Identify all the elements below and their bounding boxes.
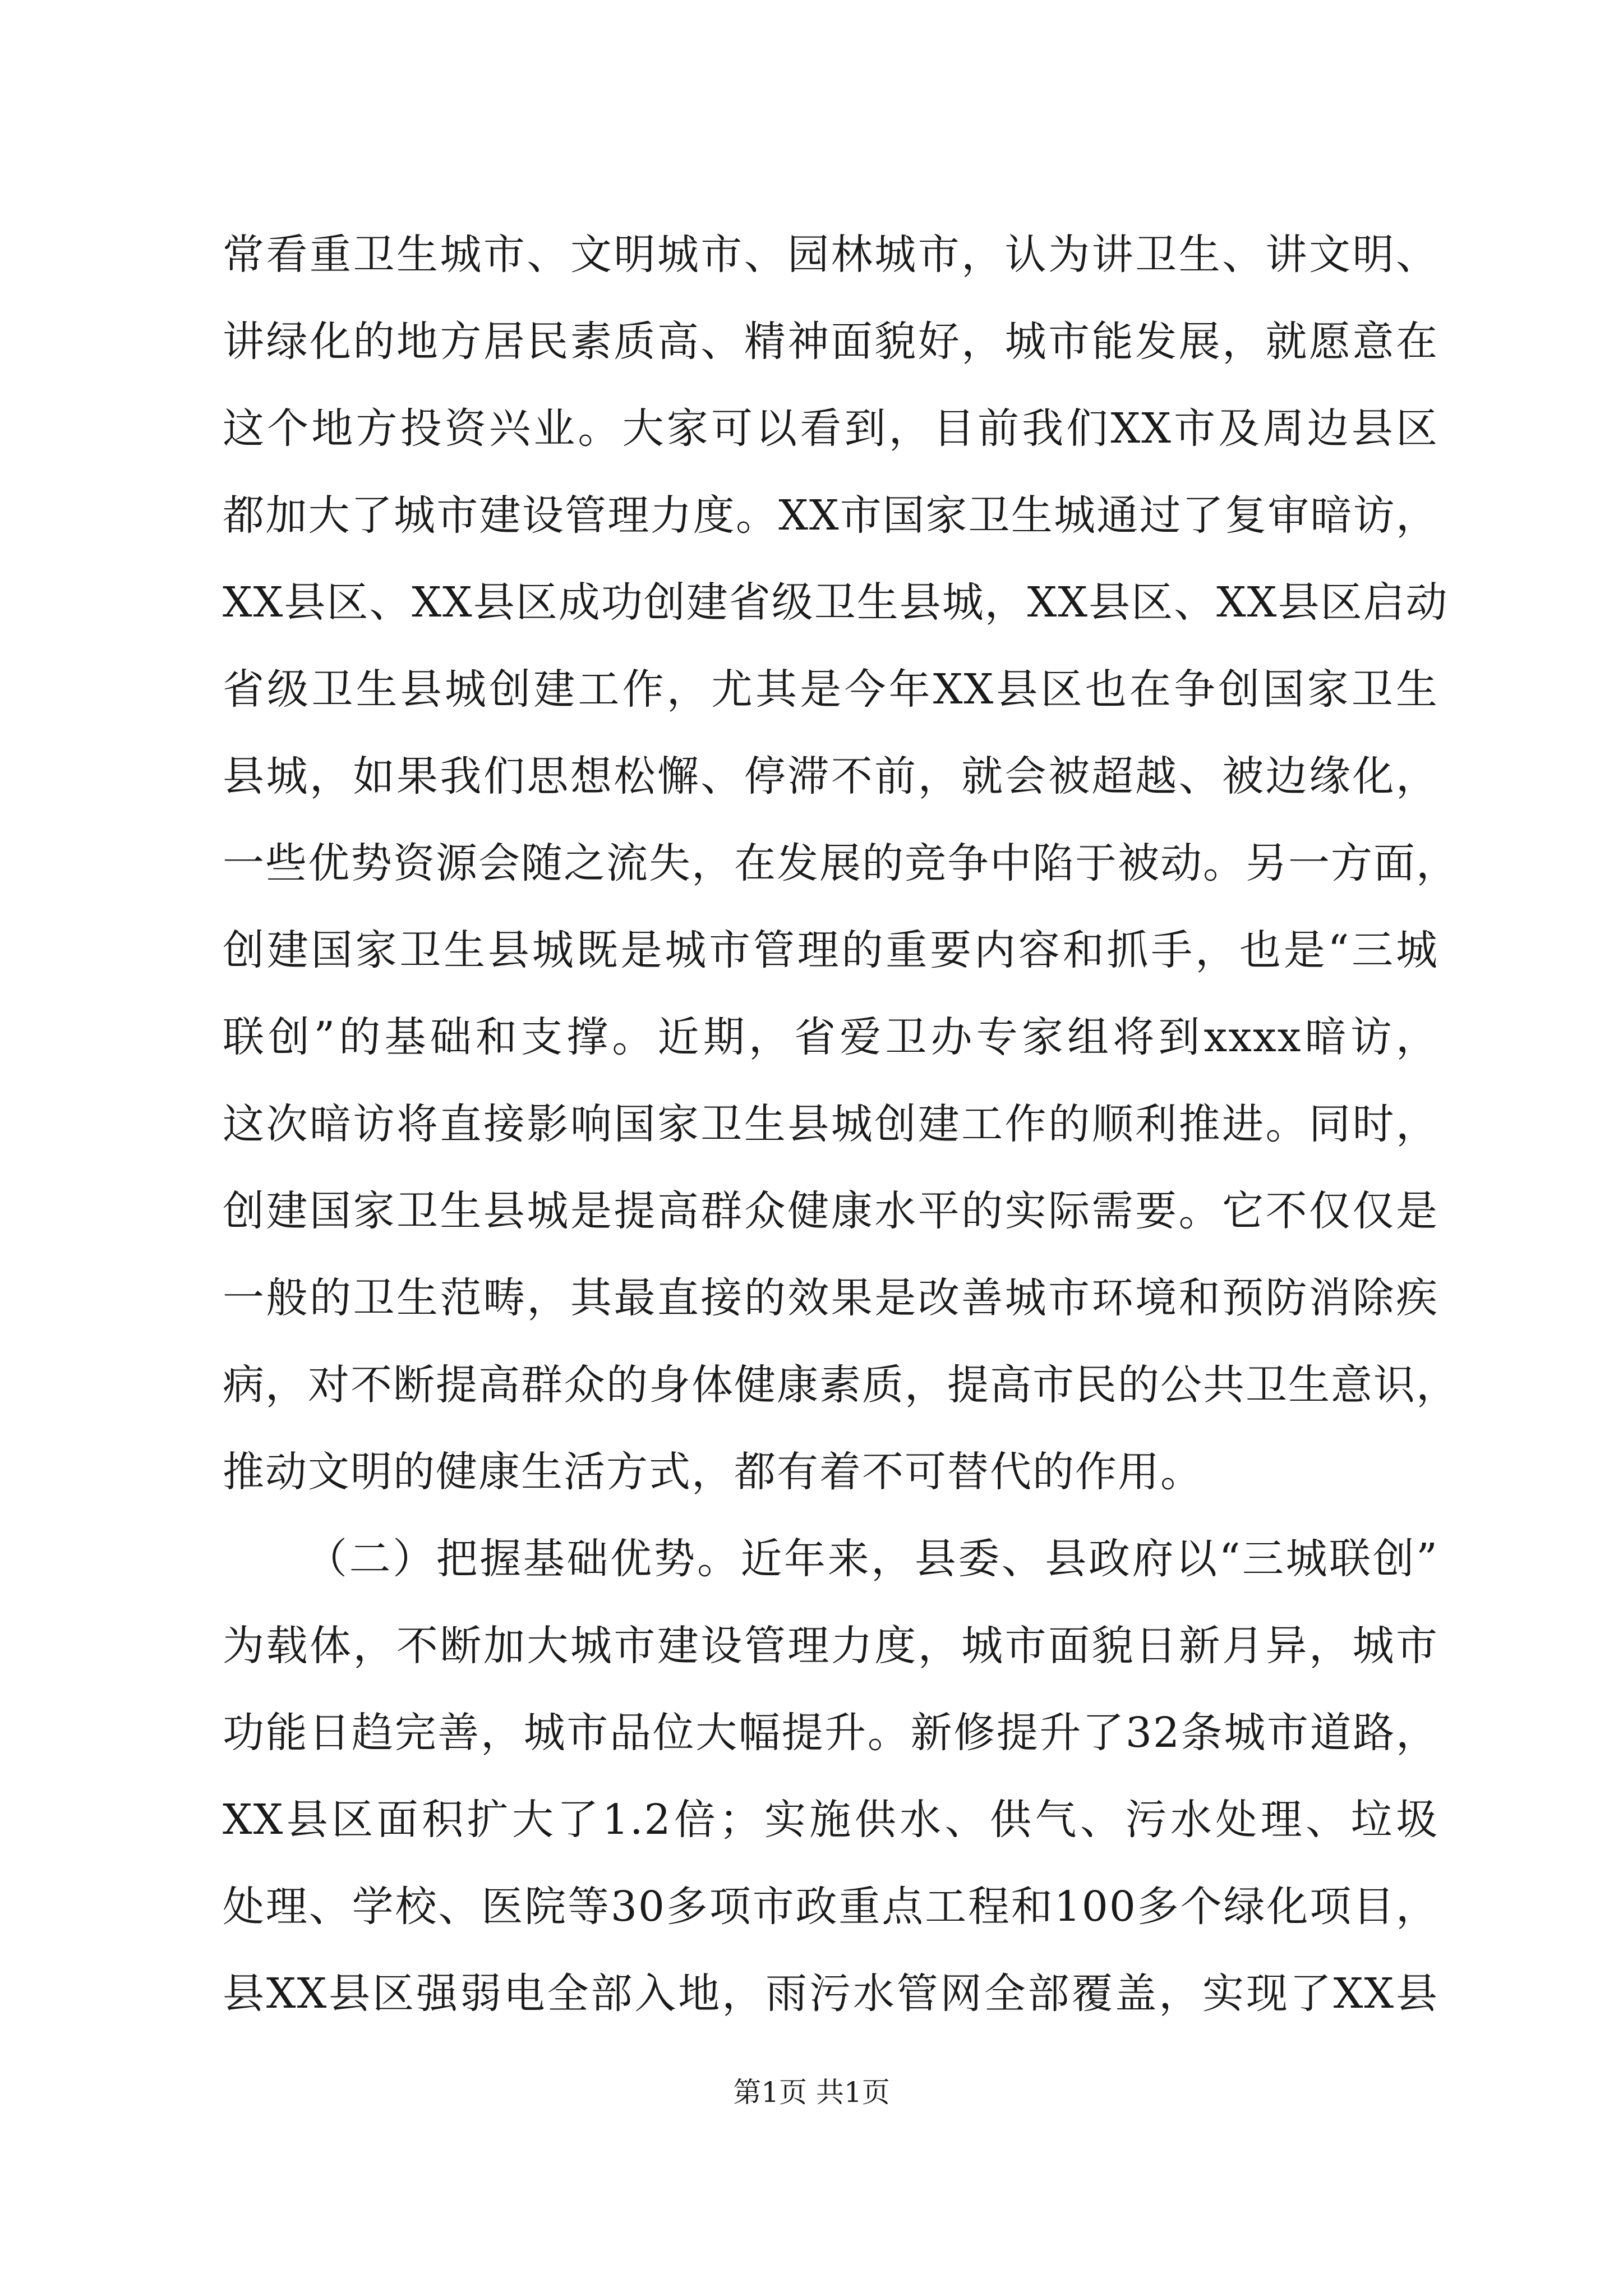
text-line: 一般的卫生范畴，其最直接的效果是改善城市环境和预防消除疾 (223, 1274, 1438, 1322)
text-line: XX县区、XX县区成功创建省级卫生县城，XX县区、XX县区启动 (223, 578, 1449, 627)
page-footer: 第1页 共1页 (733, 2076, 890, 2109)
paragraph-first-line: （二）把握基础优势。近年来，县委、县政府以“三城联创” (306, 1535, 1438, 1583)
text-line: 病，对不断提高群众的身体健康素质，提高市民的公共卫生意识， (223, 1361, 1459, 1409)
text-line: XX县区面积扩大了1.2倍；实施供水、供气、污水处理、垃圾 (223, 1796, 1438, 1844)
text-line: 讲绿化的地方居民素质高、精神面貌好，城市能发展，就愿意在 (223, 318, 1438, 366)
text-line: 都加大了城市建设管理力度。XX市国家卫生城通过了复审暗访， (223, 491, 1438, 540)
text-line: 为载体，不断加大城市建设管理力度，城市面貌日新月异，城市 (223, 1622, 1438, 1670)
text-line: 创建国家卫生县城是提高群众健康水平的实际需要。它不仅仅是 (223, 1187, 1438, 1235)
text-line: 联创”的基础和支撑。近期，省爱卫办专家组将到xxxx暗访， (223, 1013, 1438, 1061)
text-line: 常看重卫生城市、文明城市、园林城市，认为讲卫生、讲文明、 (223, 231, 1438, 279)
text-line: 处理、学校、医院等30多项市政重点工程和100多个绿化项目， (223, 1883, 1438, 1931)
body-text (223, 211, 1459, 2037)
text-line: 这次暗访将直接影响国家卫生县城创建工作的顺利推进。同时， (223, 1100, 1438, 1148)
text-line: 这个地方投资兴业。大家可以看到，目前我们XX市及周边县区 (223, 404, 1438, 453)
text-line: 一些优势资源会随之流失，在发展的竞争中陷于被动。另一方面， (223, 839, 1459, 887)
text-line: 推动文明的健康生活方式，都有着不可替代的作用。 (223, 1448, 1203, 1496)
text-line: 县城，如果我们思想松懈、停滞不前，就会被超越、被边缘化， (223, 752, 1438, 800)
text-line: 县XX县区强弱电全部入地，雨污水管网全部覆盖，实现了XX县 (223, 1970, 1438, 2018)
text-line: 功能日趋完善，城市品位大幅提升。新修提升了32条城市道路， (223, 1709, 1438, 1757)
text-line: 创建国家卫生县城既是城市管理的重要内容和抓手，也是“三城 (223, 926, 1438, 974)
text-line: 省级卫生县城创建工作，尤其是今年XX县区也在争创国家卫生 (223, 665, 1438, 714)
